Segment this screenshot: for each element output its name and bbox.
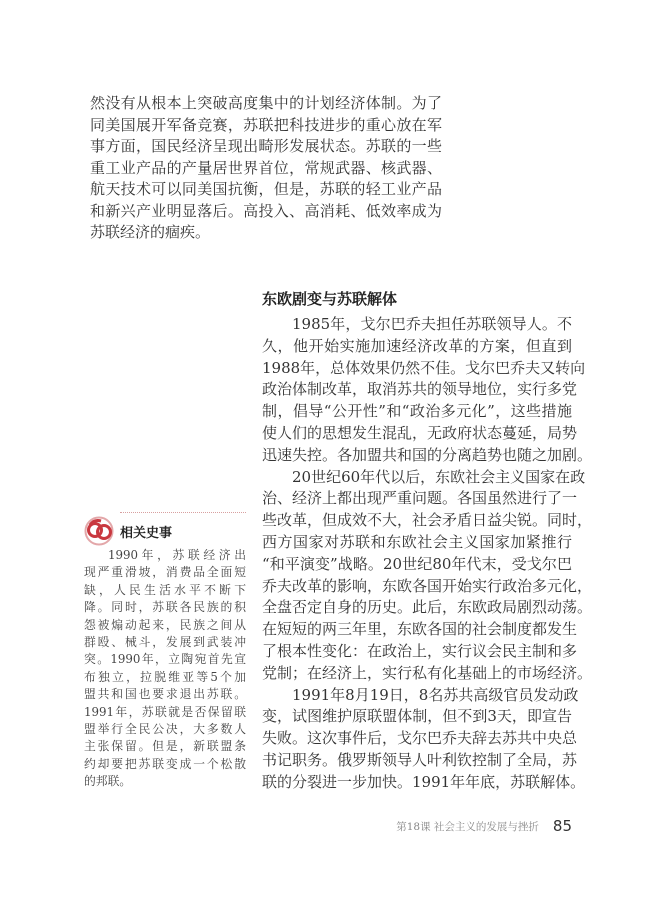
sidebar-text-line: 约却要把苏联变成一个松散 (84, 756, 246, 771)
lesson-title: 第18课 社会主义的发展与挫折 (396, 820, 539, 833)
sidebar-text (84, 547, 246, 790)
text-line: 然没有从根本上突破高度集中的计划经济体制。为了 (90, 94, 442, 112)
sidebar-text-line: 布独立，拉脱维亚等5个加 (84, 669, 246, 684)
text-line: 使人们的思想发生混乱，无政府状态蔓延，局势 (262, 423, 578, 442)
sidebar-text-line: 突。1990年，立陶宛首先宣 (84, 652, 246, 667)
text-line: 制，倡导“公开性”和“政治多元化”，这些措施 (262, 402, 572, 421)
text-line: 变，试图维护原联盟体制，但不到3天，即宣告 (262, 707, 572, 726)
sidebar-text-line: 群殴、械斗，发展到武装冲 (84, 634, 246, 649)
text-line: 西方国家对苏联和东欧社会主义国家加紧推行 (262, 532, 572, 551)
text-line: “和平演变”战略。20世纪80年代末，受戈尔巴 (262, 554, 572, 573)
page-number: 85 (552, 817, 572, 835)
text-line: 重工业产品的产量居世界首位，常规武器、核武器、 (90, 158, 442, 177)
paragraph-eastern-europe (262, 467, 593, 685)
text-line: 苏联经济的痼疾。 (90, 223, 211, 241)
sidebar-text-line: 的邦联。 (84, 774, 132, 789)
sidebar-text-line: 1990年，苏联经济出 (108, 548, 246, 562)
sidebar-text-line: 主张保留。但是，新联盟条 (84, 739, 246, 754)
text-line: 久，他开始实施加速经济改革的方案，但直到 (262, 336, 572, 355)
text-line: 1988年，总体效果仍然不佳。戈尔巴乔夫又转向 (262, 358, 586, 377)
text-line: 事方面，国民经济呈现出畸形发展状态。苏联的一些 (90, 137, 442, 155)
sidebar-title: 相关史事 (120, 525, 173, 541)
sidebar-divider (120, 512, 246, 513)
text-line: 乔夫改革的影响，东欧各国开始实行政治多元化， (262, 576, 593, 595)
sidebar-text-line: 降。同时，苏联各民族的积 (84, 600, 246, 615)
sidebar-text-line: 怨被煽动起来，民族之间从 (84, 617, 246, 632)
related-history-box (84, 512, 246, 790)
sidebar-text-line: 1991年，苏联就是否保留联 (84, 704, 246, 719)
text-line: 失败。这次事件后，戈尔巴乔夫辞去苏共中央总 (262, 729, 578, 748)
text-line: 全盘否定自身的历史。此后，东欧政局剧烈动荡。 (262, 598, 593, 617)
text-line: 航天技术可以同美国抗衡，但是，苏联的轻工业产品 (90, 180, 442, 198)
sidebar-text-line: 盟举行全民公决，大多数人 (84, 721, 246, 736)
text-line: 20世纪60年代以后，东欧社会主义国家在政 (292, 467, 586, 486)
text-line: 1991年8月19日，8名苏共高级官员发动政 (292, 685, 579, 704)
text-line: 书记职务。俄罗斯领导人叶利钦控制了全局，苏 (262, 750, 578, 769)
section-heading: 东欧剧变与苏联解体 (262, 290, 398, 308)
page-footer (392, 816, 572, 836)
sidebar-text-line: 现严重滑坡，消费品全面短 (84, 565, 246, 580)
text-line: 和新兴产业明显落后。高投入、高消耗、低效率成为 (90, 201, 442, 220)
section-body (262, 314, 593, 794)
text-line: 些改革，但成效不大，社会矛盾日益尖锐。同时， (262, 511, 593, 530)
paragraph-gorbachev-reform (262, 314, 593, 467)
text-line: 迅速失控。各加盟共和国的分离趋势也随之加剧。 (262, 445, 593, 464)
text-line: 在短短的两三年里，东欧各国的社会制度都发生 (262, 620, 578, 639)
text-line: 同美国展开军备竞赛，苏联把科技进步的重心放在军 (90, 115, 442, 134)
related-history-logo-icon (84, 516, 116, 546)
paragraph-dissolution (262, 685, 586, 794)
sidebar-header (84, 516, 246, 546)
text-line: 了根本性变化：在政治上，实行议会民主制和多 (262, 641, 578, 660)
top-paragraph (90, 93, 442, 244)
sidebar-text-line: 盟共和国也要求退出苏联。 (84, 687, 246, 702)
text-line: 联的分裂进一步加快。1991年年底，苏联解体。 (262, 772, 586, 791)
text-line: 1985年，戈尔巴乔夫担任苏联领导人。不 (292, 315, 572, 333)
sidebar-text-line: 缺，人民生活水平不断下 (84, 582, 246, 597)
text-line: 治、经济上都出现严重问题。各国虽然进行了一 (262, 489, 578, 508)
text-line: 政治体制改革，取消苏共的领导地位，实行多党 (262, 380, 578, 399)
text-line: 党制；在经济上，实行私有化基础上的市场经济。 (262, 663, 593, 682)
